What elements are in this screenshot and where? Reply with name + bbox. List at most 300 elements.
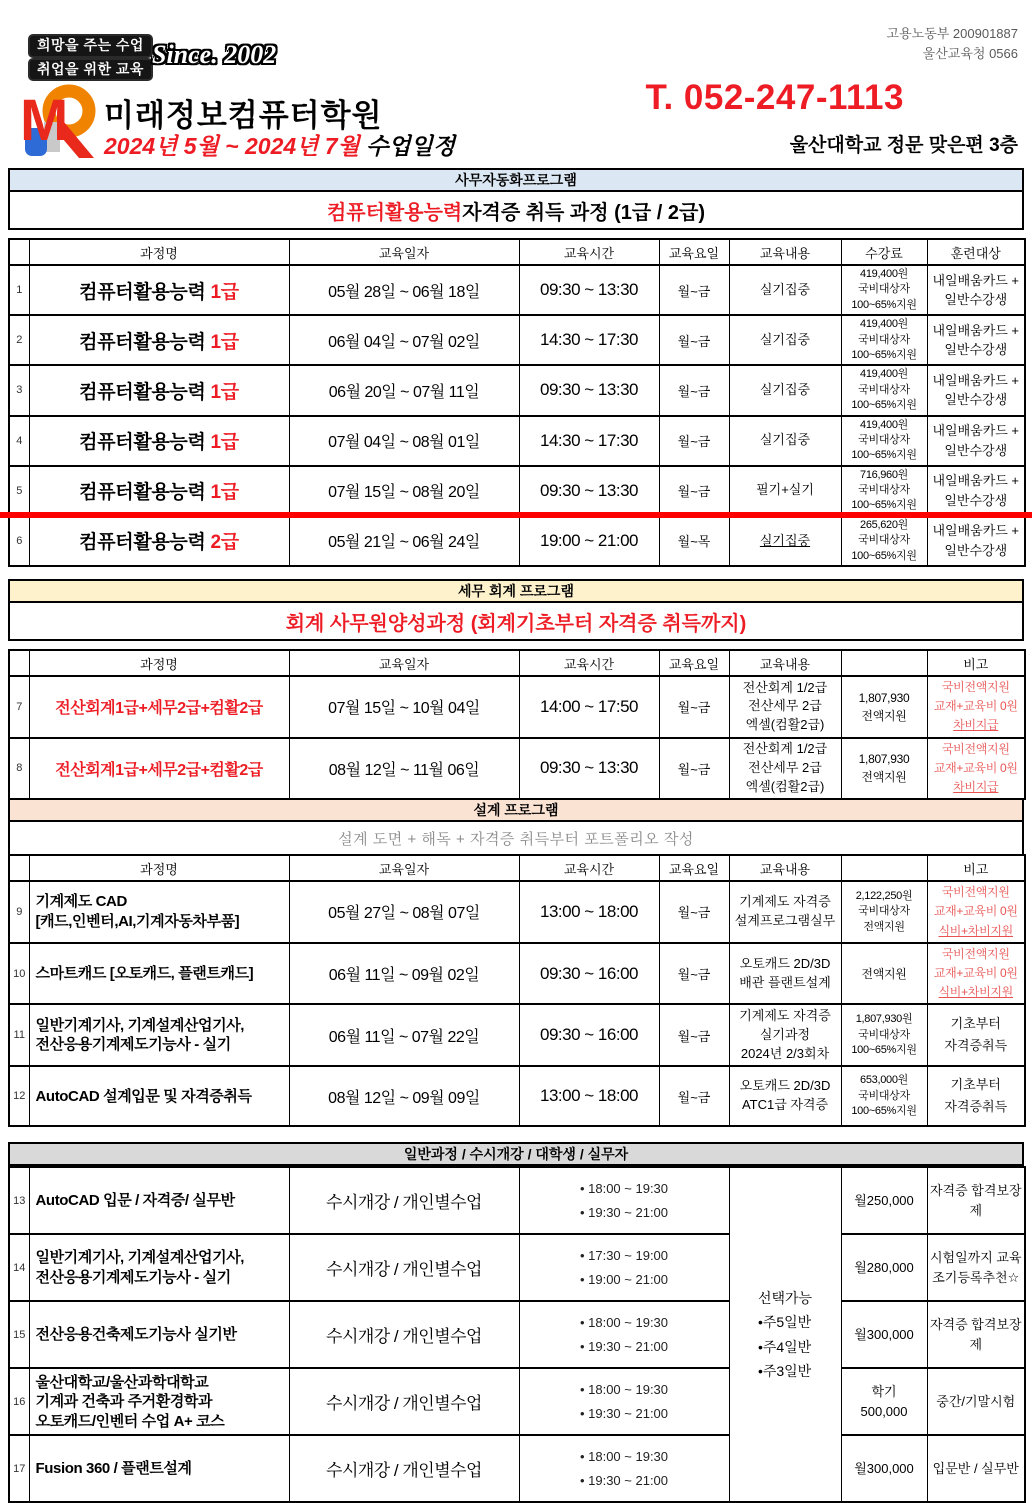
column-header: 수강료: [841, 239, 927, 265]
text-line: 교재+교육비 0원: [933, 760, 1018, 775]
course-fee: [841, 315, 927, 365]
column-header: 교육요일: [659, 855, 729, 881]
course-dates: 05월 28일 ~ 06월 18일: [289, 265, 519, 315]
course-name: 컴퓨터활용능력 1급: [29, 365, 289, 415]
text-line: 내일배움카드 +: [932, 473, 1020, 489]
course-time: 09:30 ~ 16:00: [519, 943, 659, 1005]
course-days: 월~금: [659, 416, 729, 466]
course-dates: 07월 15일 ~ 08월 20일: [289, 466, 519, 516]
text-line: • 19:30 ~ 21:00: [579, 1405, 669, 1421]
registration-education: 울산교육청 0566: [922, 46, 1018, 62]
course-dates: 05월 27일 ~ 08월 07일: [289, 881, 519, 943]
text-line: 설계프로그램실무: [734, 912, 836, 928]
course-fee: [841, 1368, 927, 1435]
flyer-header: [0, 0, 1032, 166]
column-header: 교육내용: [729, 650, 841, 676]
course-row: [9, 516, 1025, 566]
column-header: 교육내용: [729, 239, 841, 265]
course-open-type: 수시개강 / 개인별수업: [289, 1301, 519, 1368]
course-grade: 1급: [210, 482, 239, 504]
text-line: 전액지원: [861, 966, 907, 981]
course-remark: [927, 1234, 1025, 1301]
column-header: 교육일자: [289, 650, 519, 676]
column-header-num: [9, 650, 29, 676]
section-subtitle: [8, 192, 1024, 230]
text-line: 전산세무 2급: [748, 698, 822, 714]
row-number: 15: [9, 1301, 29, 1368]
general-course-table: [8, 1166, 1026, 1503]
text-line: 2024년 2/3회차: [740, 1045, 830, 1061]
course-row: [9, 1066, 1025, 1126]
row-number: 12: [9, 1066, 29, 1126]
row-number: 13: [9, 1167, 29, 1234]
text-line: 배관 플랜트설계: [739, 974, 831, 990]
course-content: [729, 943, 841, 1005]
text-line: 1,807,930: [858, 690, 910, 705]
text-line: 일반기계기사, 기계설계산업기사,: [35, 1249, 245, 1267]
course-content: [729, 1066, 841, 1126]
row-number: 1: [9, 265, 29, 315]
course-time: 13:00 ~ 18:00: [519, 881, 659, 943]
text-line: • 19:30 ~ 21:00: [579, 1204, 669, 1220]
course-content: [729, 676, 841, 738]
course-target: [927, 516, 1025, 566]
course-remark: [927, 1004, 1025, 1066]
course-fee: [841, 1301, 927, 1368]
course-table-wrap: [8, 238, 1024, 567]
svg-text:M: M: [20, 88, 69, 153]
course-row: [9, 1167, 1025, 1234]
course-time-slots: [519, 1435, 729, 1502]
section-design: [8, 798, 1024, 1127]
text-line: 국비대상자: [858, 1028, 910, 1041]
text-line: 국비대상자: [858, 484, 910, 497]
text-line: 일반수강생: [944, 492, 1008, 508]
course-content: [729, 265, 841, 315]
time-slot-list: [580, 1311, 668, 1358]
phone-number: T. 052-247-1113: [645, 78, 904, 117]
course-name: [29, 1435, 289, 1502]
course-remark: [927, 881, 1025, 943]
course-content: [729, 315, 841, 365]
text-line: 일반수강생: [944, 542, 1008, 558]
text-line: • 18:00 ~ 19:30: [579, 1449, 669, 1465]
course-time: 09:30 ~ 13:30: [519, 365, 659, 415]
text-line: 중간/기말시험: [936, 1394, 1016, 1410]
text-line: 내일배움카드 +: [932, 322, 1020, 338]
text-line: 전산응용건축제도기능사 실기반: [35, 1326, 237, 1344]
column-header: 교육시간: [519, 855, 659, 881]
course-fee: [841, 1167, 927, 1234]
text-line: 선택가능: [757, 1289, 813, 1306]
section-tax-accounting: [8, 579, 1024, 800]
text-line: 전산응용기계제도기능사 - 실기: [35, 1268, 231, 1286]
section-office-automation: [8, 168, 1024, 567]
text-line: 내일배움카드 +: [932, 423, 1020, 439]
course-name: 컴퓨터활용능력 1급: [29, 265, 289, 315]
text-line: • 19:00 ~ 21:00: [579, 1271, 669, 1287]
text-line: 자격증취득: [944, 1038, 1008, 1054]
text-line: 내일배움카드 +: [932, 523, 1020, 539]
course-name: 전산회계1급+세무2급+컴활2급: [29, 738, 289, 800]
text-line: 기초부터: [950, 1077, 1001, 1093]
course-grade: 1급: [210, 281, 239, 303]
text-line: 전액지원: [861, 770, 907, 785]
text-line: 전산회계 1/2급: [742, 679, 828, 695]
row-number: 10: [9, 943, 29, 1005]
text-line: 자격증취득: [944, 1099, 1008, 1115]
course-time: 14:30 ~ 17:30: [519, 315, 659, 365]
section-subtitle: 설계 도면 + 해독 + 자격증 취득부터 포트폴리오 작성: [8, 822, 1024, 856]
course-grade: 1급: [210, 432, 239, 454]
column-header: 과정명: [29, 855, 289, 881]
text-line: 1,807,930원: [855, 1013, 913, 1026]
text-line: 입문반 / 실무반: [932, 1461, 1019, 1477]
text-line: 조기등록추천☆: [932, 1269, 1020, 1285]
course-content: [729, 881, 841, 943]
column-header: [841, 855, 927, 881]
course-row: [9, 1004, 1025, 1066]
course-fee: [841, 265, 927, 315]
row-number: 11: [9, 1004, 29, 1066]
column-header-num: [9, 855, 29, 881]
text-line: 일반수강생: [944, 442, 1008, 458]
course-grade: 2급: [210, 532, 239, 554]
course-row: [9, 416, 1025, 466]
course-fee: [841, 466, 927, 516]
text-line: •주4일반: [757, 1338, 812, 1355]
course-row: [9, 1435, 1025, 1502]
row-number: 2: [9, 315, 29, 365]
subtitle-highlight: 컴퓨터활용능력: [326, 201, 463, 224]
course-fee: [841, 416, 927, 466]
course-days: 월~금: [659, 738, 729, 800]
address: 울산대학교 정문 맞은편 3층: [789, 135, 1018, 156]
course-dates: 07월 15일 ~ 10월 04일: [289, 676, 519, 738]
text-line: [캐드,인벤터,AI,기계자동차부품]: [35, 912, 240, 930]
course-row: [9, 1368, 1025, 1435]
course-remark: [927, 738, 1025, 800]
course-remark: [927, 1435, 1025, 1502]
course-time-slots: [519, 1368, 729, 1435]
course-days: 월~금: [659, 881, 729, 943]
course-days: 월~금: [659, 466, 729, 516]
text-line: 716,960원: [860, 468, 908, 481]
text-line: 기계제도 자격증: [739, 1008, 831, 1024]
course-days: 월~금: [659, 943, 729, 1005]
row-number: 3: [9, 365, 29, 415]
column-header-num: [9, 239, 29, 265]
course-time: 19:00 ~ 21:00: [519, 516, 659, 566]
course-name: [29, 881, 289, 943]
text-line: 100~65%지원: [851, 449, 917, 462]
column-header: 비고: [927, 855, 1025, 881]
text-line: 기계과 건축과 주거환경학과: [35, 1393, 213, 1411]
section-subtitle: [8, 603, 1024, 641]
course-remark: [927, 1368, 1025, 1435]
course-time-slots: [519, 1301, 729, 1368]
time-slot-list: [580, 1244, 668, 1291]
text-line: 내일배움카드 +: [932, 372, 1020, 388]
text-line: 국비대상자: [858, 383, 910, 396]
course-remark: [927, 676, 1025, 738]
course-target: [927, 315, 1025, 365]
course-time: 14:00 ~ 17:50: [519, 676, 659, 738]
course-open-type: 수시개강 / 개인별수업: [289, 1167, 519, 1234]
text-line: 일반기계기사, 기계설계산업기사,: [35, 1016, 245, 1034]
course-target: [927, 365, 1025, 415]
text-line: 교재+교육비 0원: [933, 699, 1018, 714]
text-line: 500,000: [860, 1403, 908, 1419]
course-dates: 07월 04일 ~ 08월 01일: [289, 416, 519, 466]
text-line: 100~65%지원: [851, 1043, 917, 1056]
text-line: 국비전액지원: [941, 885, 1010, 900]
course-dates: 08월 12일 ~ 11월 06일: [289, 738, 519, 800]
text-line: AutoCAD 입문 / 자격증/ 실무반: [35, 1192, 235, 1210]
course-name: 컴퓨터활용능력 2급: [29, 516, 289, 566]
text-line: • 18:00 ~ 19:30: [579, 1181, 669, 1197]
course-name: 컴퓨터활용능력 1급: [29, 466, 289, 516]
course-open-type: 수시개강 / 개인별수업: [289, 1435, 519, 1502]
text-line: 1,807,930: [858, 752, 910, 767]
column-header: 과정명: [29, 239, 289, 265]
column-header: 교육요일: [659, 650, 729, 676]
schedule-period: [104, 128, 455, 161]
course-dates: 08월 12일 ~ 09월 09일: [289, 1066, 519, 1126]
text-line: Fusion 360 / 플랜트설계: [35, 1460, 192, 1478]
row-number: 5: [9, 466, 29, 516]
text-line: 265,620원: [860, 518, 908, 531]
course-table-wrap: [8, 649, 1024, 800]
text-line: 스마트캐드 [오토캐드, 플랜트캐드]: [35, 964, 254, 982]
course-row: [9, 943, 1025, 1005]
slogan-badges: [28, 34, 153, 81]
course-dates: 06월 11일 ~ 09월 02일: [289, 943, 519, 1005]
course-days: 월~금: [659, 676, 729, 738]
text-line: 엑셀(컴활2급): [745, 717, 825, 733]
course-remark: [927, 943, 1025, 1005]
academy-logo: [20, 84, 100, 162]
text-line: 기계제도 CAD: [35, 893, 127, 911]
course-name: [29, 1368, 289, 1435]
column-header: 훈련대상: [927, 239, 1025, 265]
text-line: 전산회계 1/2급: [742, 741, 828, 757]
course-days: 월~목: [659, 516, 729, 566]
course-grade: 1급: [210, 331, 239, 353]
course-content: [729, 738, 841, 800]
column-header: [841, 650, 927, 676]
text-line: 일반수강생: [944, 292, 1008, 308]
text-line: • 18:00 ~ 19:30: [579, 1382, 669, 1398]
section-general-courses: [8, 1142, 1024, 1503]
text-line: 식비+차비지원: [938, 923, 1013, 938]
text-line: ATC1급 자격증: [741, 1097, 829, 1113]
course-fee: [841, 881, 927, 943]
text-line: • 17:30 ~ 19:00: [579, 1248, 669, 1264]
text-line: 국비전액지원: [941, 680, 1010, 695]
column-header: 교육시간: [519, 239, 659, 265]
text-line: 국비대상자: [858, 1089, 910, 1102]
header-row: [9, 650, 1025, 676]
course-time: 09:30 ~ 13:30: [519, 466, 659, 516]
course-row: [9, 315, 1025, 365]
course-name: 컴퓨터활용능력 1급: [29, 416, 289, 466]
course-row: [9, 881, 1025, 943]
course-name: [29, 1301, 289, 1368]
course-content: [729, 466, 841, 516]
text-line: 전액지원: [861, 708, 907, 723]
course-target: [927, 265, 1025, 315]
course-dates: 06월 11일 ~ 07월 22일: [289, 1004, 519, 1066]
text-line: 국비대상자: [858, 905, 910, 918]
course-row: [9, 365, 1025, 415]
course-days: 월~금: [659, 1004, 729, 1066]
column-header: 교육내용: [729, 855, 841, 881]
text-line: 419,400원: [860, 318, 908, 331]
text-line: 전산세무 2급: [748, 759, 822, 775]
text-line: 국비전액지원: [941, 741, 1010, 756]
row-number: 6: [9, 516, 29, 566]
section-banner: 사무자동화프로그램: [8, 168, 1024, 192]
slogan-badge-2: 취업을 위한 교육: [28, 58, 153, 82]
course-fee: [841, 1004, 927, 1066]
text-line: 100~65%지원: [851, 1104, 917, 1117]
slogan-badge-1: 희망을 주는 수업: [28, 34, 153, 58]
course-fee: [841, 676, 927, 738]
course-remark: [927, 1301, 1025, 1368]
text-line: 100~65%지원: [851, 499, 917, 512]
section-banner: 설계 프로그램: [8, 798, 1024, 822]
time-slot-list: [580, 1378, 668, 1425]
schedule-period-label: 수업일정: [366, 133, 456, 159]
text-line: 엑셀(컴활2급): [745, 778, 825, 794]
column-header: 비고: [927, 650, 1025, 676]
red-divider-line: [0, 512, 1032, 518]
course-time: 13:00 ~ 18:00: [519, 1066, 659, 1126]
column-header: 과정명: [29, 650, 289, 676]
course-content: [729, 416, 841, 466]
text-line: 국비대상자: [858, 283, 910, 296]
text-line: 100~65%지원: [851, 298, 917, 311]
text-line: 내일배움카드 +: [932, 272, 1020, 288]
text-line: 울산대학교/울산과학대학교: [35, 1373, 209, 1391]
text-line: 자격증 합격보장제: [929, 1317, 1022, 1352]
text-line: 자격증 합격보장제: [929, 1183, 1022, 1218]
course-dates: 05월 21일 ~ 06월 24일: [289, 516, 519, 566]
column-header: 교육시간: [519, 650, 659, 676]
header-row: [9, 239, 1025, 265]
text-line: 식비+차비지원: [938, 985, 1013, 1000]
course-target: [927, 416, 1025, 466]
text-line: 100~65%지원: [851, 399, 917, 412]
course-name: 전산회계1급+세무2급+컴활2급: [29, 676, 289, 738]
course-row: [9, 676, 1025, 738]
course-open-type: 수시개강 / 개인별수업: [289, 1234, 519, 1301]
text-line: 필기+실기: [756, 482, 814, 498]
text-line: 653,000원: [860, 1074, 908, 1087]
since-text: Since. 2002: [152, 40, 277, 69]
text-line: 일반수강생: [944, 392, 1008, 408]
registration-numbers: [887, 24, 1018, 64]
section-banner: 일반과정 / 수시개강 / 대학생 / 실무자: [8, 1142, 1024, 1166]
text-line: 오토캐드 2D/3D: [739, 955, 831, 971]
course-time: 09:30 ~ 13:30: [519, 738, 659, 800]
course-name: [29, 1167, 289, 1234]
text-line: 100~65%지원: [851, 348, 917, 361]
course-name: [29, 943, 289, 1005]
course-content: [729, 365, 841, 415]
column-header: 교육요일: [659, 239, 729, 265]
text-line: 100~65%지원: [851, 549, 917, 562]
course-row: [9, 1301, 1025, 1368]
column-header: 교육일자: [289, 239, 519, 265]
text-line: 기계제도 자격증: [739, 894, 831, 910]
text-line: 실기집중: [759, 331, 811, 347]
schedule-period-dates: 2024년 5월 ~ 2024년 7월: [104, 133, 360, 159]
course-time: 09:30 ~ 13:30: [519, 265, 659, 315]
text-line: 월300,000: [854, 1461, 914, 1477]
text-line: 국비전액지원: [941, 946, 1010, 961]
course-target: [927, 466, 1025, 516]
course-time-slots: [519, 1167, 729, 1234]
row-number: 9: [9, 881, 29, 943]
text-line: 학기: [871, 1384, 897, 1400]
course-grade: 1급: [210, 381, 239, 403]
text-line: 월300,000: [854, 1327, 914, 1343]
text-line: 월250,000: [854, 1193, 914, 1209]
subtitle-rest: 자격증 취득 과정 (1급 / 2급): [462, 201, 706, 224]
course-content: [729, 516, 841, 566]
row-number: 16: [9, 1368, 29, 1435]
course-fee: [841, 365, 927, 415]
course-days: 월~금: [659, 1066, 729, 1126]
course-row: [9, 1234, 1025, 1301]
course-remark: [927, 1167, 1025, 1234]
course-time-slots: [519, 1234, 729, 1301]
text-line: 오토캐드/인벤터 수업 A+ 코스: [35, 1412, 225, 1430]
course-name: [29, 1066, 289, 1126]
course-row: [9, 738, 1025, 800]
text-line: 전산응용기계제도기능사 - 실기: [35, 1036, 231, 1054]
text-line: 전액지원: [863, 920, 905, 933]
text-line: •주3일반: [757, 1363, 812, 1380]
course-name: [29, 1004, 289, 1066]
academy-name: 미래정보컴퓨터학원: [104, 98, 383, 133]
row-number: 17: [9, 1435, 29, 1502]
text-line: •주5일반: [757, 1314, 812, 1331]
course-open-type: 수시개강 / 개인별수업: [289, 1368, 519, 1435]
text-line: • 19:30 ~ 21:00: [579, 1472, 669, 1488]
course-content: [729, 1004, 841, 1066]
text-line: 시험일까지 교육: [929, 1250, 1022, 1266]
row-number: 7: [9, 676, 29, 738]
course-row: [9, 265, 1025, 315]
text-line: 오토캐드 2D/3D: [739, 1078, 831, 1094]
course-days: 월~금: [659, 315, 729, 365]
text-line: 실기집중: [759, 281, 811, 297]
text-line: 차비지급: [953, 779, 999, 794]
schedule-options-list: [758, 1286, 812, 1384]
course-table-wrap: [8, 854, 1024, 1127]
course-row: [9, 466, 1025, 516]
text-line: 419,400원: [860, 368, 908, 381]
text-line: 국비대상자: [858, 534, 910, 547]
registration-labor: 고용노동부 200901887: [886, 26, 1018, 41]
course-remark: [927, 1066, 1025, 1126]
time-slot-list: [580, 1445, 668, 1492]
text-line: 419,400원: [860, 418, 908, 431]
column-header: 교육일자: [289, 855, 519, 881]
